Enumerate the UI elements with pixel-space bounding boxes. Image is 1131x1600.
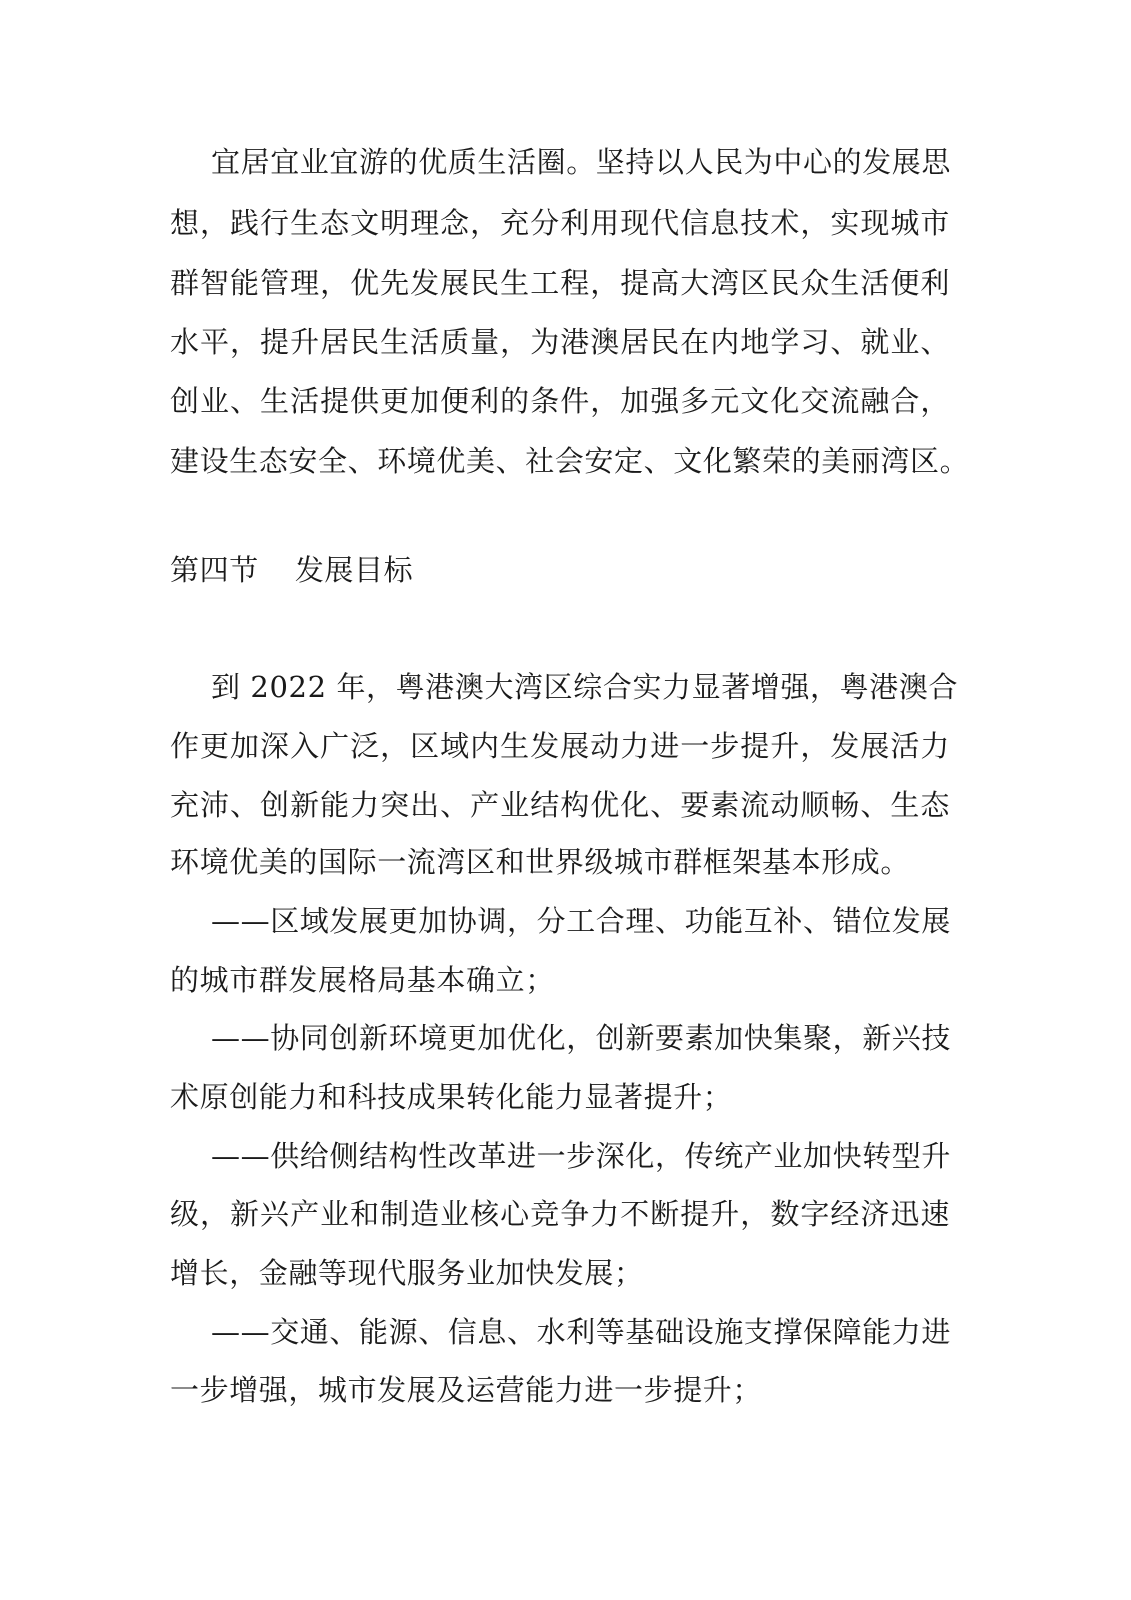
paragraph-line: 环境优美的国际一流湾区和世界级城市群框架基本形成。 bbox=[170, 845, 911, 879]
paragraph-line: 充沛、创新能力突出、产业结构优化、要素流动顺畅、生态 bbox=[170, 788, 950, 822]
paragraph-line: 建设生态安全、环境优美、社会安定、文化繁荣的美丽湾区。 bbox=[170, 444, 970, 478]
goal-line: 的城市群发展格局基本确立； bbox=[170, 963, 555, 997]
paragraph-line: 水平，提升居民生活质量，为港澳居民在内地学习、就业、 bbox=[170, 325, 950, 359]
paragraph-line: 作更加深入广泛，区域内生发展动力进一步提升，发展活力 bbox=[170, 729, 950, 763]
goal-line: 一步增强，城市发展及运营能力进一步提升； bbox=[170, 1373, 763, 1407]
goal-line: ——协同创新环境更加优化，创新要素加快集聚，新兴技 bbox=[211, 1021, 952, 1055]
paragraph-line: 群智能管理，优先发展民生工程，提高大湾区民众生活便利 bbox=[170, 266, 950, 300]
section-number: 第四节 bbox=[170, 553, 259, 587]
goal-line: 增长，金融等现代服务业加快发展； bbox=[170, 1256, 644, 1290]
goal-line: ——供给侧结构性改革进一步深化，传统产业加快转型升 bbox=[211, 1139, 952, 1173]
goal-line: 术原创能力和科技成果转化能力显著提升； bbox=[170, 1080, 733, 1114]
paragraph-line: 到 2022 年，粤港澳大湾区综合实力显著增强，粤港澳合 bbox=[211, 670, 959, 704]
paragraph-line: 宜居宜业宜游的优质生活圈。坚持以人民为中心的发展思 bbox=[211, 145, 952, 179]
goal-line: ——区域发展更加协调，分工合理、功能互补、错位发展 bbox=[211, 904, 952, 938]
paragraph-line: 创业、生活提供更加便利的条件，加强多元文化交流融合， bbox=[170, 384, 950, 418]
section-title: 发展目标 bbox=[294, 553, 414, 587]
paragraph-line: 想，践行生态文明理念，充分利用现代信息技术，实现城市 bbox=[170, 206, 950, 240]
goal-line: ——交通、能源、信息、水利等基础设施支撑保障能力进 bbox=[211, 1315, 952, 1349]
goal-line: 级，新兴产业和制造业核心竞争力不断提升，数字经济迅速 bbox=[170, 1197, 950, 1231]
section-heading bbox=[170, 548, 413, 592]
